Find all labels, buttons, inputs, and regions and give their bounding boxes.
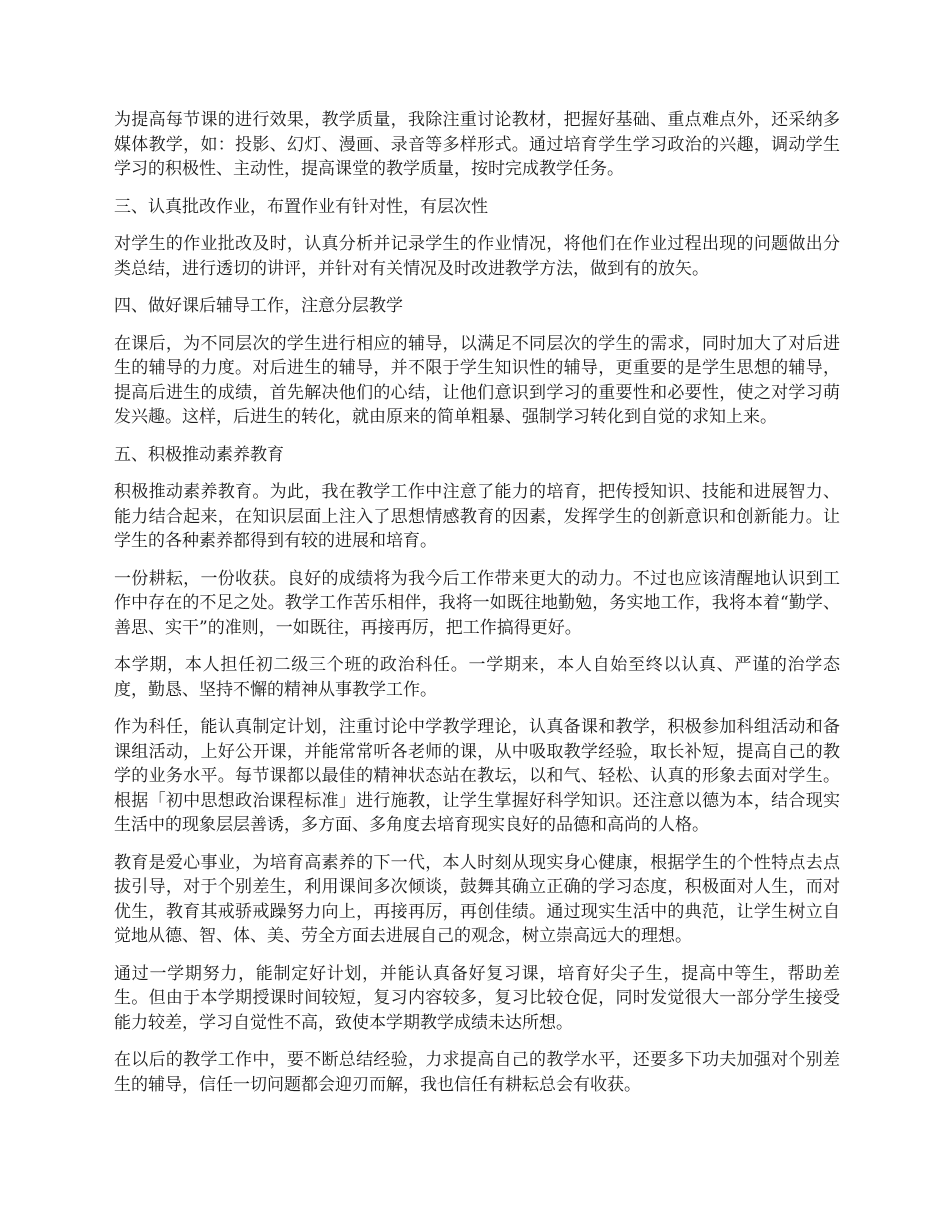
section-heading-quality-education: 五、积极推动素养教育 [114, 444, 284, 465]
paragraph-teacher-duties: 作为科任，能认真制定计划，注重讨论中学教学理论，认真备课和教学，积极参加科组活动和备课组活动，上好公开课，并能常常听各老师的课，从中吸取教学经验，取长补短，提高自己的教学的业务水平。每节课都以最佳的精神状态站在教坛，以和气、轻松、认真的形象去面对学生。根据「初中思想政治课程标准」进行施教，让学生掌握好科学知识。还注意以德为本，结合现实生活中的现象层层善诱，多方面、多角度去培育现实良好的品德和高尚的人格。 [114, 717, 840, 835]
paragraph-harvest: 一份耕耘，一份收获。良好的成绩将为我今后工作带来更大的动力。不过也应该清醒地认识到工作中存在的不足之处。教学工作苦乐相伴，我将一如既往地勤勉，务实地工作，我将本着“勤学、善思、实干”的准则，一如既往，再接再厉，把工作搞得更好。 [114, 568, 840, 638]
paragraph-tutoring: 在课后，为不同层次的学生进行相应的辅导，以满足不同层次的学生的需求，同时加大了对后进生的辅导的力度。对后进生的辅导，并不限于学生知识性的辅导，更重要的是学生思想的辅导，提高后进生的成绩，首先解决他们的心结，让他们意识到学习的重要性和必要性，使之对学习萌发兴趣。这样，后进生的转化，就由原来的简单粗暴、强制学习转化到自觉的求知上来。 [114, 333, 840, 427]
paragraph-semester-results: 通过一学期努力，能制定好计划，并能认真备好复习课，培育好尖子生，提高中等生，帮助差生。但由于本学期授课时间较短，复习内容较多，复习比较仓促，同时发觉很大一部分学生接受能力较差，学习自觉性不高，致使本学期教学成绩未达所想。 [114, 963, 840, 1033]
section-heading-tutoring: 四、做好课后辅导工作，注意分层教学 [114, 296, 403, 316]
document-body [114, 108, 840, 1110]
paragraph-homework: 对学生的作业批改及时，认真分析并记录学生的作业情况，将他们在作业过程出现的问题做出分类总结，进行透切的讲评，并针对有关情况及时改进教学方法，做到有的放矢。 [114, 234, 840, 279]
paragraph-future-work: 在以后的教学工作中，要不断总结经验，力求提高自己的教学水平，还要多下功夫加强对个别差生的辅导，信任一切问题都会迎刃而解，我也信任有耕耘总会有收获。 [114, 1050, 840, 1095]
section-heading-homework: 三、认真批改作业，布置作业有针对性，有层次性 [114, 196, 488, 217]
paragraph-semester-role: 本学期，本人担任初二级三个班的政治科任。一学期来，本人自始至终以认真、严谨的治学态度，勤恳、坚持不懈的精神从事教学工作。 [114, 655, 840, 700]
paragraph-quality-education: 积极推动素养教育。为此，我在教学工作中注意了能力的培育，把传授知识、技能和进展智力、能力结合起来，在知识层面上注入了思想情感教育的因素，发挥学生的创新意识和创新能力。让学生的各种素养都得到有较的进展和培育。 [114, 482, 840, 551]
paragraph-caring-education: 教育是爱心事业，为培育高素养的下一代，本人时刻从现实身心健康，根据学生的个性特点去点拔引导，对于个别差生，利用课间多次倾谈，鼓舞其确立正确的学习态度，积极面对人生，而对优生，教育其戒骄戒躁努力向上，再接再厉，再创佳绩。通过现实生活中的典范，让学生树立自觉地从德、智、体、美、劳全方面去进展自己的观念，树立崇高远大的理想。 [114, 852, 840, 946]
paragraph-teaching-methods: 为提高每节课的进行效果，教学质量，我除注重讨论教材，把握好基础、重点难点外，还采纳多媒体教学，如：投影、幻灯、漫画、录音等多样形式。通过培育学生学习政治的兴趣，调动学生学习的积极性、主动性，提高课堂的教学质量，按时完成教学任务。 [114, 110, 840, 179]
